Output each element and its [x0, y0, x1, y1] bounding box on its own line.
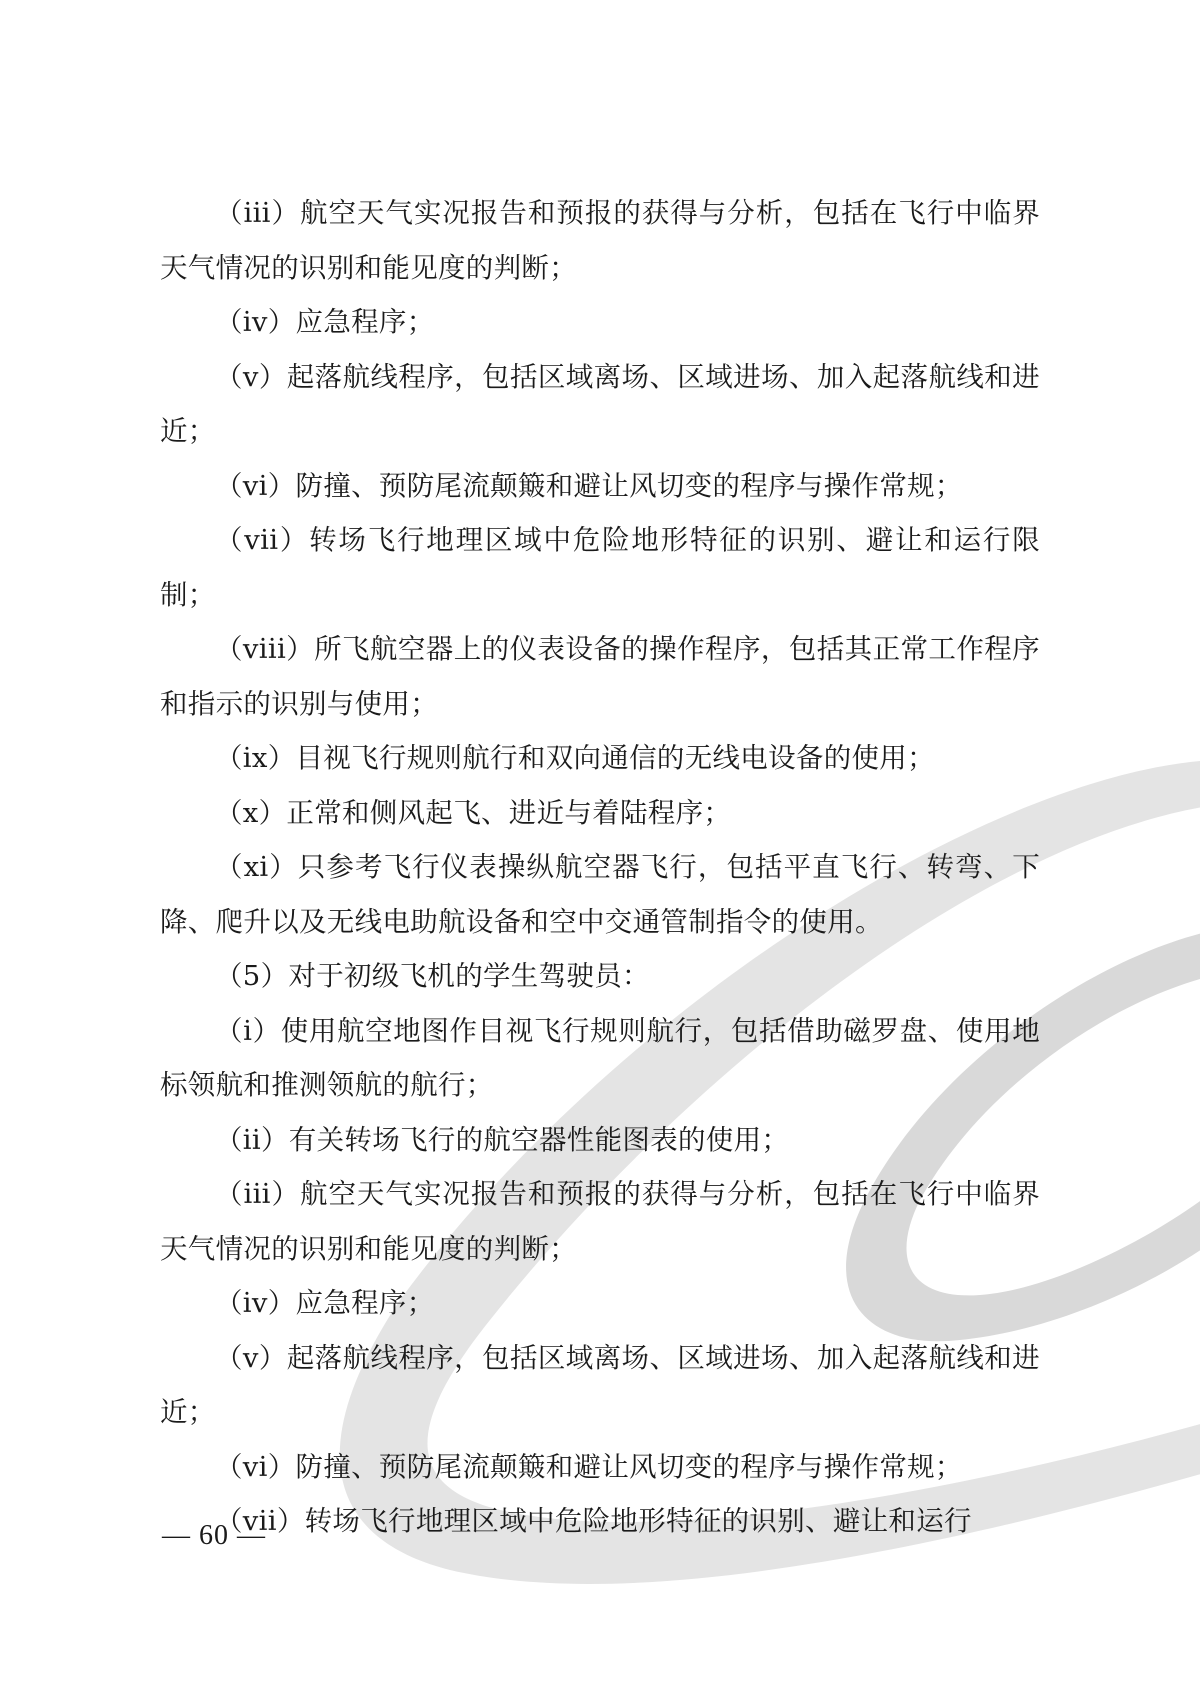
paragraph: （5）对于初级飞机的学生驾驶员： — [215, 960, 650, 992]
paragraph: （ix）目视飞行规则航行和双向通信的无线电设备的使用； — [215, 742, 935, 774]
paragraph: （v）起落航线程序，包括区域离场、区域进场、加入起落航线和进近； — [160, 1341, 1040, 1428]
paragraph: （viii）所飞航空器上的仪表设备的操作程序，包括其正常工作程序和指示的识别与使用； — [160, 633, 1040, 720]
paragraph: （iv）应急程序； — [215, 1287, 435, 1319]
paragraph: （i）使用航空地图作目视飞行规则航行，包括借助磁罗盘、使用地标领航和推测领航的航行； — [160, 1014, 1040, 1101]
paragraph: （v）起落航线程序，包括区域离场、区域进场、加入起落航线和进近； — [160, 360, 1040, 447]
paragraph: （x）正常和侧风起飞、进近与着陆程序； — [215, 796, 732, 829]
paragraph: （xi）只参考飞行仪表操纵航空器飞行，包括平直飞行、转弯、下降、爬升以及无线电助航设备和空中交通管制指令的使用。 — [160, 851, 1040, 938]
paragraph: （ii）有关转场飞行的航空器性能图表的使用； — [215, 1123, 790, 1156]
paragraph: （vi）防撞、预防尾流颠簸和避让风切变的程序与操作常规； — [215, 469, 963, 502]
page-number: — 60 — — [162, 1520, 266, 1551]
paragraph: （iii）航空天气实况报告和预报的获得与分析，包括在飞行中临界天气情况的识别和能见度的判断； — [160, 1178, 1040, 1265]
paragraph: （vii）转场飞行地理区域中危险地形特征的识别、避让和运行 — [215, 1505, 972, 1537]
paragraph: （vi）防撞、预防尾流颠簸和避让风切变的程序与操作常规； — [215, 1450, 963, 1483]
document-body — [160, 186, 1040, 1549]
paragraph: （iv）应急程序； — [215, 306, 435, 338]
paragraph: （iii）航空天气实况报告和预报的获得与分析，包括在飞行中临界天气情况的识别和能见度的判断； — [160, 197, 1040, 284]
paragraph: （vii）转场飞行地理区域中危险地形特征的识别、避让和运行限制； — [160, 524, 1040, 611]
